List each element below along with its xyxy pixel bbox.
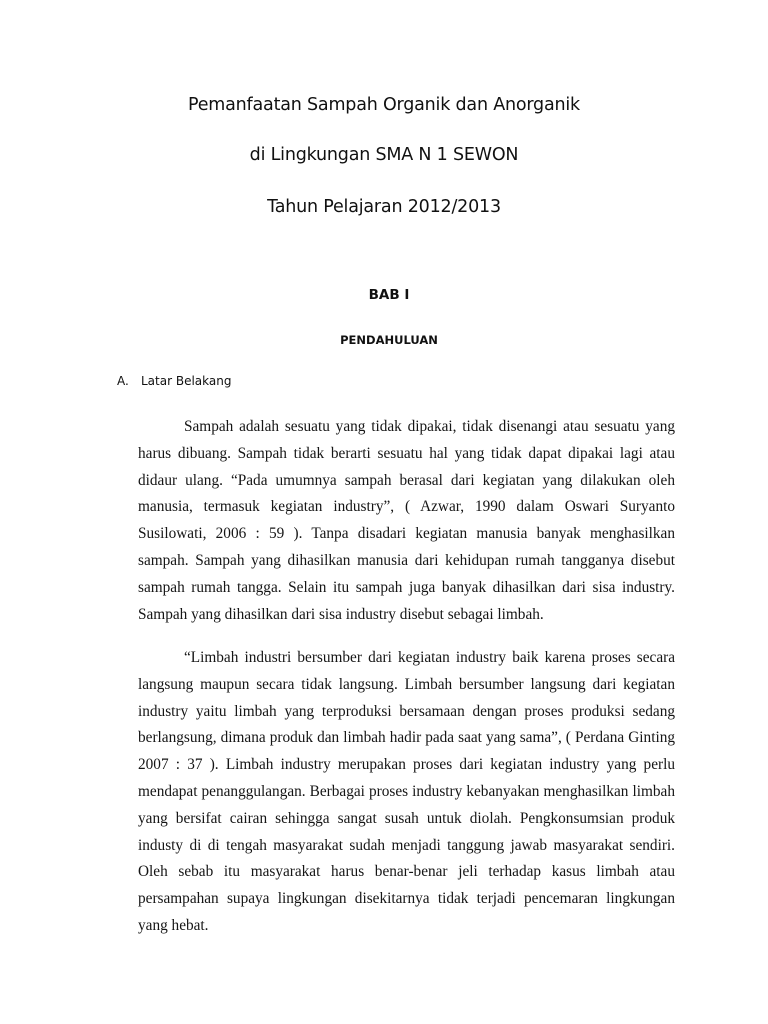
body-paragraph-2: “Limbah industri bersumber dari kegiatan industry baik karena proses secara langsung maupun secara tidak langsung. Limbah bersumber langsung dari kegiatan industry yaitu limbah yang terproduksi bersamaan dengan proses produksi sedang berlangsung, dimana produk dan limbah hadir pada saat yang sama”, ( Perdana Ginting 2007 : 37 ). Limbah industry merupakan proses dari kegiatan industry yang perlu mendapat penanggulangan. Berbagai proses industry kebanyakan menghasilkan limbah yang bersifat cairan sehingga sangat susah untuk diolah. Pengkonsumsian produk industy di di tengah masyarakat sudah menjadi tanggung jawab masyarakat sendiri. Oleh sebab itu masyarakat harus benar-benar jeli terhadap kasus limbah atau persampahan supaya lingkungan disekitarnya tidak terjadi pencemaran lingkungan yang hebat. [138,649,675,934]
document-title-line-2: di Lingkungan SMA N 1 SEWON [249,145,519,165]
chapter-title: PENDAHULUAN [340,333,438,347]
document-title-line-1: Pemanfaatan Sampah Organik dan Anorganik [188,95,580,115]
chapter-number: BAB I [368,287,410,303]
section-title: Latar Belakang [141,374,232,388]
document-title-line-3: Tahun Pelajaran 2012/2013 [267,197,501,217]
section-heading [117,374,231,388]
section-number: A. [117,374,129,388]
body-paragraph-1: Sampah adalah sesuatu yang tidak dipakai, tidak disenangi atau sesuatu yang harus dibuang. Sampah tidak berarti sesuatu hal yang tidak dapat dipakai lagi atau didaur ulang. “Pada umumnya sampah berasal dari kegiatan yang dilakukan oleh manusia, termasuk kegiatan industry”, ( Azwar, 1990 dalam Oswari Suryanto Susilowati, 2006 : 59 ). Tanpa disadari kegiatan manusia banyak menghasilkan sampah. Sampah yang dihasilkan manusia dari kehidupan rumah tangganya disebut sampah rumah tangga. Selain itu sampah juga banyak dihasilkan dari sisa industry. Sampah yang dihasilkan dari sisa industry disebut sebagai limbah. [138,418,675,623]
